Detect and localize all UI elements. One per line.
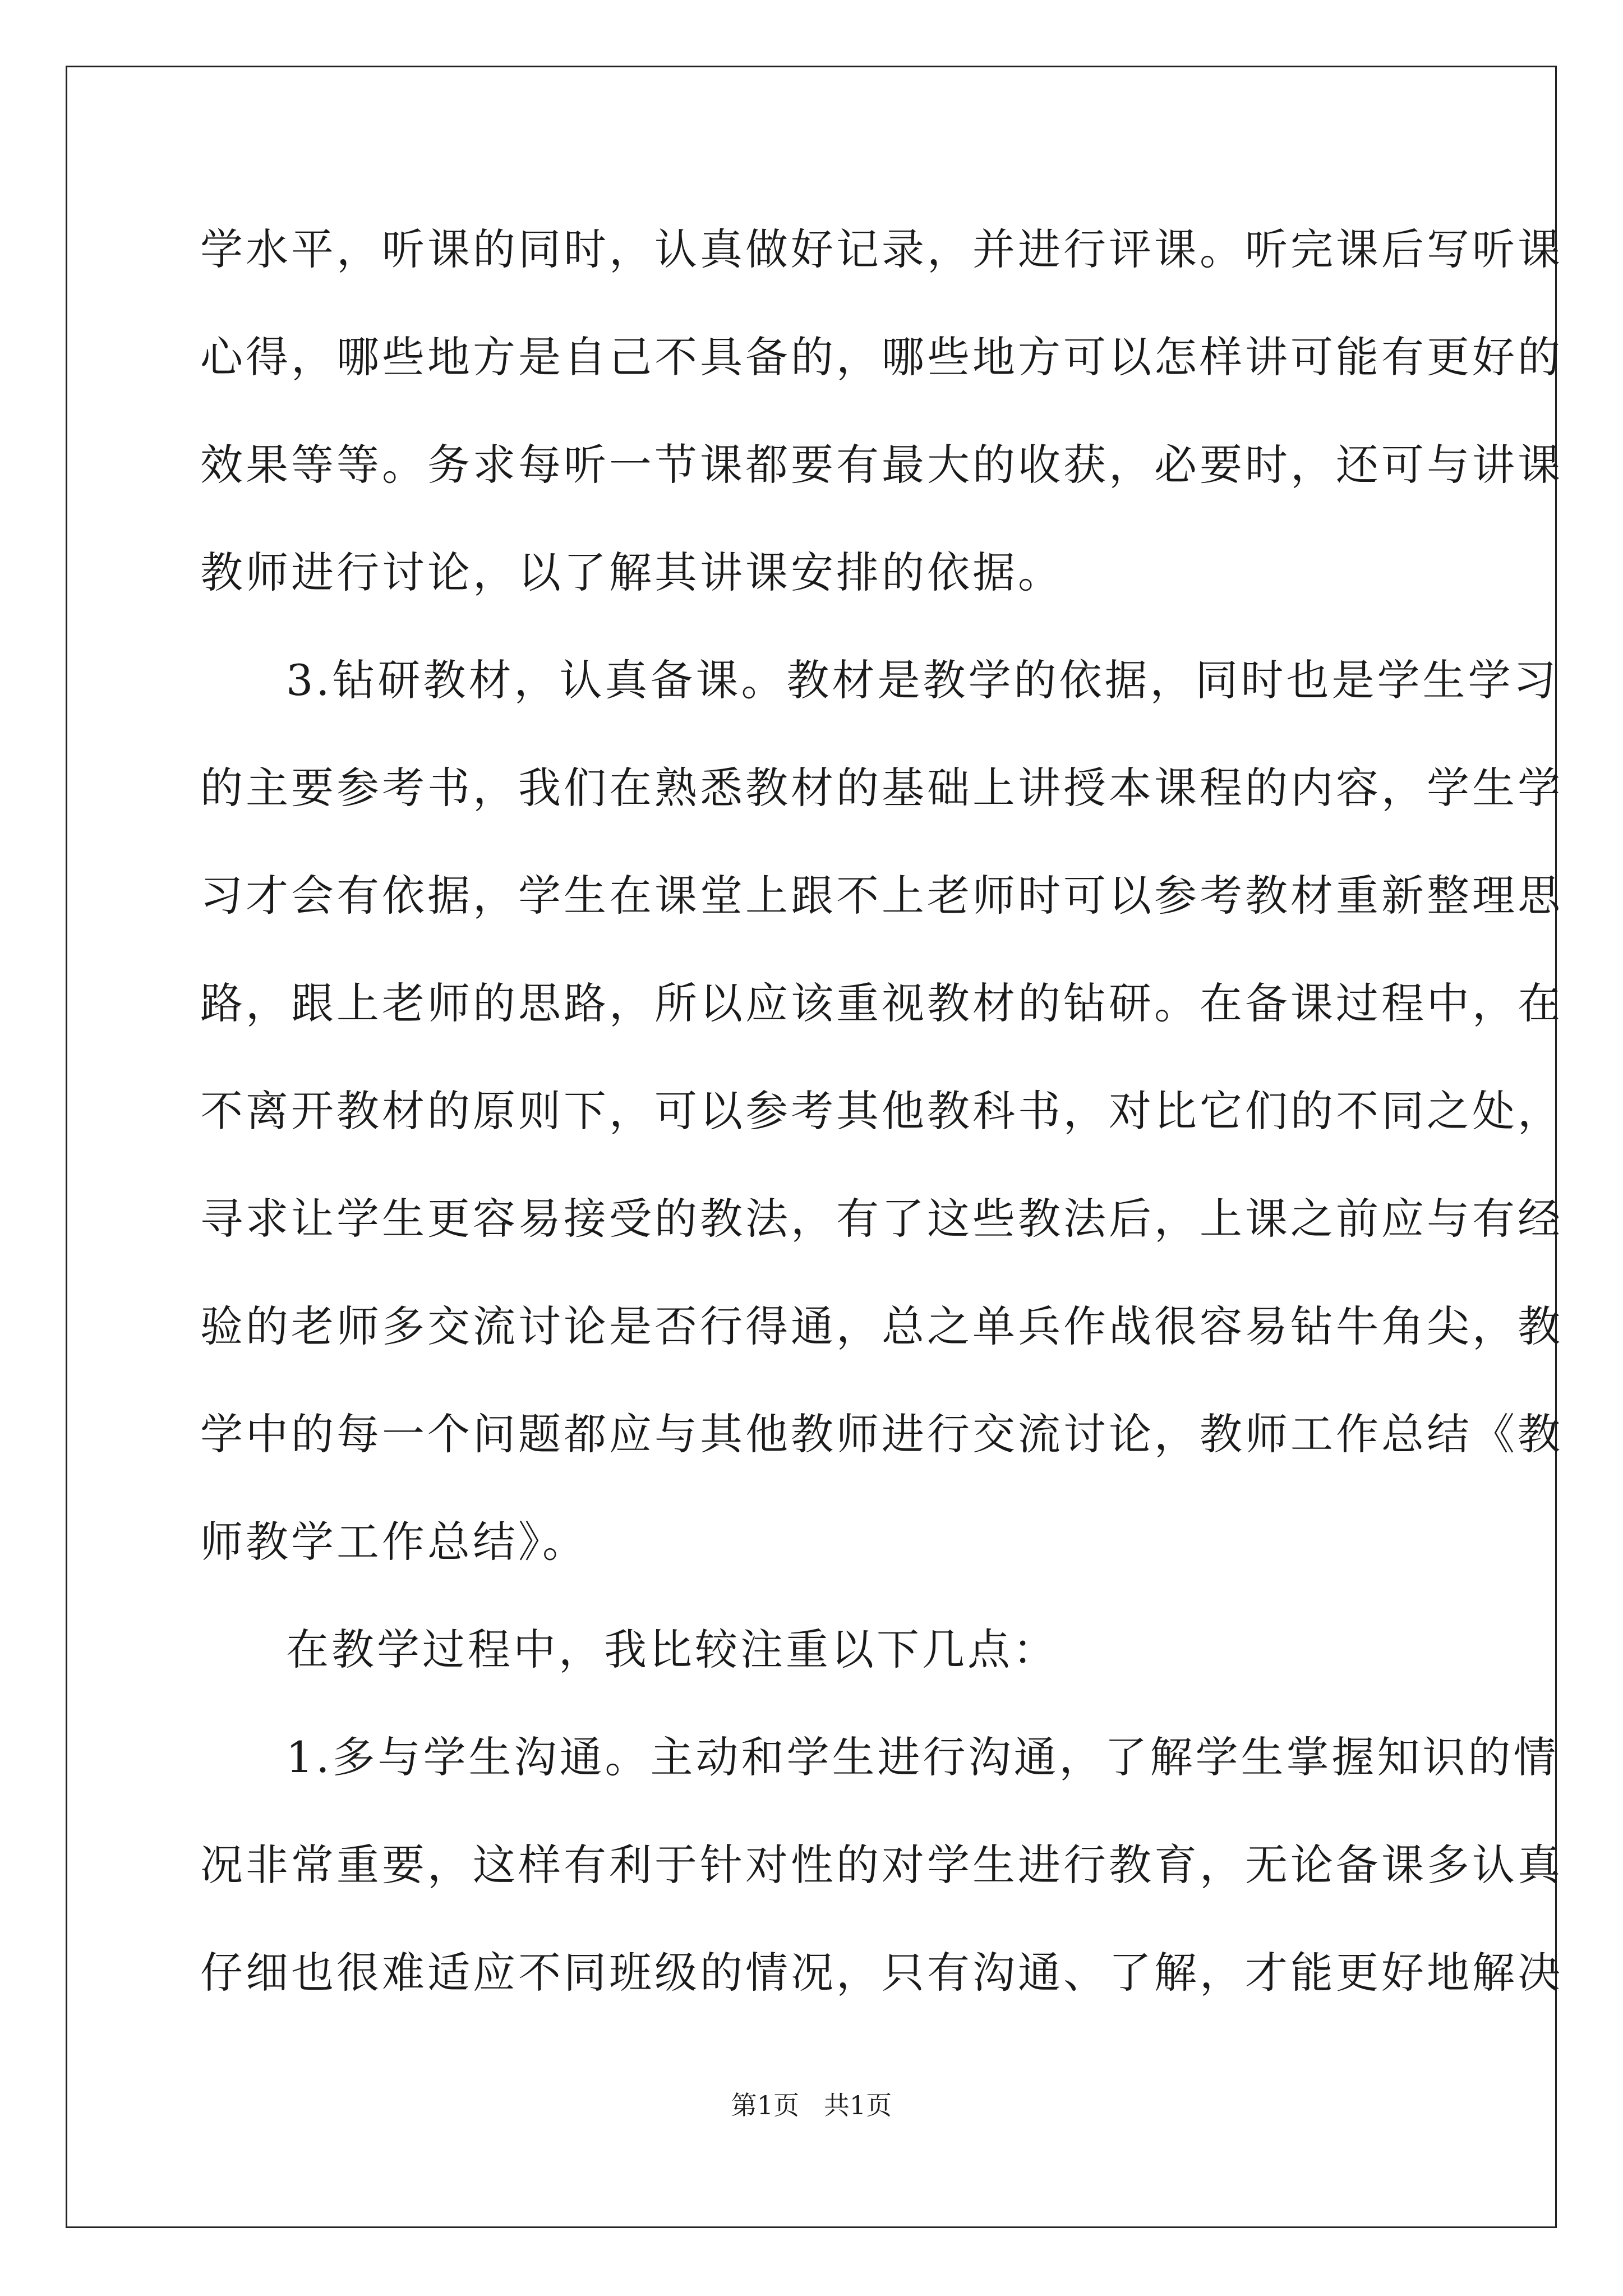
text-line: 效果等等。务求每听一节课都要有最大的收获，必要时，还可与讲课 <box>200 440 1563 490</box>
text-line: 验的老师多交流讨论是否行得通，总之单兵作战很容易钻牛角尖，教 <box>200 1301 1563 1351</box>
page-number-footer: 第1页 共1页 <box>731 2090 892 2120</box>
paragraph-start-line: 在教学过程中，我比较注重以下几点： <box>286 1625 1058 1674</box>
text-line: 教师进行讨论，以了解其讲课安排的依据。 <box>200 547 1063 597</box>
text-line: 路，跟上老师的思路，所以应该重视教材的钻研。在备课过程中，在 <box>200 978 1563 1028</box>
text-line: 况非常重要，这样有利于针对性的对学生进行教育，无论备课多认真 <box>200 1840 1563 1890</box>
text-line: 习才会有依据，学生在课堂上跟不上老师时可以参考教材重新整理思 <box>200 871 1563 921</box>
paragraph-start-line: 3.钻研教材，认真备课。教材是教学的依据，同时也是学生学习 <box>286 655 1559 705</box>
text-line: 不离开教材的原则下，可以参考其他教科书，对比它们的不同之处， <box>200 1086 1563 1136</box>
document-body <box>200 213 1563 2044</box>
text-line: 心得，哪些地方是自己不具备的，哪些地方可以怎样讲可能有更好的 <box>200 332 1563 382</box>
paragraph-start-line: 1.多与学生沟通。主动和学生进行沟通，了解学生掌握知识的情 <box>286 1732 1559 1782</box>
text-line: 寻求让学生更容易接受的教法，有了这些教法后，上课之前应与有经 <box>200 1194 1563 1244</box>
text-line: 师教学工作总结》。 <box>200 1517 588 1567</box>
text-line: 仔细也很难适应不同班级的情况，只有沟通、了解，才能更好地解决 <box>200 1948 1563 1998</box>
text-line: 学中的每一个问题都应与其他教师进行交流讨论，教师工作总结《教 <box>200 1409 1563 1459</box>
text-line: 学水平，听课的同时，认真做好记录，并进行评课。听完课后写听课 <box>200 224 1563 274</box>
text-line: 的主要参考书，我们在熟悉教材的基础上讲授本课程的内容，学生学 <box>200 763 1563 813</box>
